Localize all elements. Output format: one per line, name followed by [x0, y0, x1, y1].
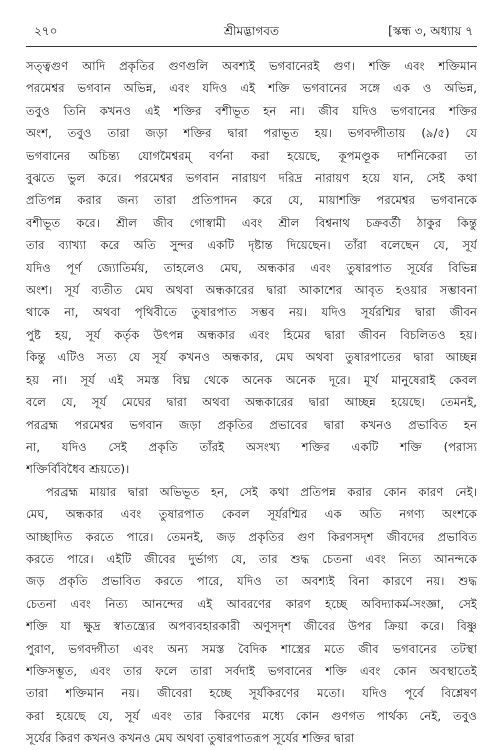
- paragraph-2: [26, 481, 477, 750]
- text-line: পুরাণ, ভগবদ্গীতা এবং অন্য সমস্ত বৈদিক শাস্ত্রের মতে জীব ভগবানের তটস্থা: [26, 641, 477, 656]
- text-line: বশীভূত করে। শ্রীল জীব গোস্বামী এবং শ্রীল বিশ্বনাথ চক্রবর্তী ঠাকুর কিন্তু: [26, 215, 477, 230]
- text-line: সূর্যের কিরণ কখনও কখনও মেঘ অথবা তুষারপাতরূপ সূর্যের শক্তির দ্বারা: [26, 731, 355, 746]
- header-divider: [26, 46, 477, 47]
- text-line: পরব্রহ্ম মায়ার দ্বারা অভিভূত হন, সেই কথা প্রতিপন্ন করার কোন কারণ নেই।: [46, 484, 477, 499]
- text-line: বলে যে, সূর্য মেঘের দ্বারা অথবা অন্ধকারের দ্বারা আচ্ছন্ন হয়েছে। তেমনই,: [26, 395, 477, 410]
- text-line: বুঝতে ভুল করে। পরমেশ্বর ভগবান নারায়ণ দরিদ্র নারায়ণ হয়ে যান, সেই কথা: [26, 171, 477, 186]
- text-line: শক্তির্বিবিধৈব শ্রূয়তে)।: [26, 462, 130, 477]
- text-line: হয় না। সূর্য এই সমস্ত বিঘ্ন থেকে অনেক অনেক দূরে। মূর্খ মানুষেরাই কেবল: [26, 372, 477, 387]
- text-line: থাকে না, অথবা পৃথিবীতে তুষারপাত সম্ভব নয়। যদিও সূর্যরশ্মির দ্বারা জীবন: [26, 305, 477, 320]
- page-number: ২৭০: [34, 24, 58, 38]
- text-line: পুষ্ট হয়, সূর্য কর্তৃক উৎপন্ন অন্ধকার এবং হিমের দ্বারা জীবন বিচলিতও হয়।: [26, 327, 477, 342]
- running-title: শ্রীমদ্ভাগবত: [223, 24, 279, 38]
- text-line: তার ব্যাখ্যা করে অতি সুন্দর একটি দৃষ্টান্ত দিয়েছেন। তাঁরা বলেছেন যে, সূর্য: [26, 238, 477, 253]
- text-line: মেঘ, অন্ধকার এবং তুষারপাত কেবল সূর্যরশ্মির এক অতি নগণ্য অংশকে: [26, 507, 477, 522]
- text-line: অংশ। সূর্য ব্যতীত মেঘ অথবা অন্ধকারের দ্বারা আকাশের আবৃত হওয়ার সম্ভাবনা: [26, 283, 477, 298]
- text-line: না, যদিও সেই প্রকৃতি তাঁরই অসংখ্য শক্তির একটি শক্তি (পরাস্য: [26, 439, 477, 454]
- text-line: পরব্রহ্ম পরমেশ্বর ভগবান জড়া প্রকৃতির প্রভাবের দ্বারা কখনও প্রভাবিত হন: [26, 417, 477, 432]
- text-line: সত্ত্বগুণ আদি প্রকৃতির গুণগুলি অবশ্যই ভগবানেরই গুণ। শক্তি এবং শক্তিমান: [26, 59, 477, 73]
- text-line: জড় প্রকৃতি প্রভাবিত করতে পারে, যদিও তা অবশ্যই বিনা কারণে নয়। শুদ্ধ: [26, 574, 477, 589]
- text-line: শক্তিসম্ভূত, এবং তার ফলে তারা সর্বদাই ভগবানের শক্তি এবং কোন অবস্থাতেই: [26, 663, 477, 678]
- text-line: আচ্ছাদিত করতে পারে। তেমনই, জড় প্রকৃতির গুণ কিরণসদৃশ জীবদের প্রভাবিত: [26, 529, 477, 544]
- page-header: [26, 20, 477, 42]
- text-line: যদিও পূর্ণ জ্যোতির্ময়, তাহলেও মেঘ, অন্ধকার এবং তুষারপাত সূর্যের বিভিন্ন: [26, 260, 477, 275]
- text-line: প্রতিপন্ন করার জন্য তারা প্রতিপাদন করে যে, মায়াশক্তি পরমেশ্বর ভগবানকে: [26, 193, 477, 208]
- text-line: কিন্তু এটিও সত্য যে সূর্য কখনও অন্ধকার, মেঘ অথবা তুষারপাতের দ্বারা আচ্ছন্ন: [26, 350, 477, 365]
- chapter-reference: [স্কন্ধ ৩, অধ্যায় ৭: [388, 24, 473, 38]
- text-line: করতে পারে। এইটি জীবের দুর্ভাগ্য যে, তার শুদ্ধ চেতনা এবং নিত্য আনন্দকে: [26, 551, 477, 566]
- paragraph-1: [26, 55, 477, 481]
- text-line: করা হয়েছে যে, সূর্য এবং তার কিরণের মধ্যে কোন গুণগত পার্থক্য নেই, তবুও: [26, 708, 477, 723]
- text-line: পরমেশ্বর ভগবান অভিন্ন, এবং যদিও এই শক্তি ভগবানের সঙ্গে এক ও অভিন্ন,: [26, 81, 477, 96]
- text-line: অংশ, তবুও তারা জড়া শক্তির দ্বারা পরাভূত হয়। ভগবদ্গীতায় (৯/৫) যে: [26, 126, 477, 141]
- text-line: চেতনা এবং নিত্য আনন্দের এই আবরণের কারণ হচ্ছে অবিদ্যাকর্ম-সংজ্ঞা, সেই: [26, 596, 477, 611]
- text-line: তবুও তিনি কখনও এই শক্তির বশীভূত হন না। জীব যদিও ভগবানের শক্তির: [26, 103, 477, 118]
- text-line: শক্তি যা ক্ষুদ্র স্বাতন্ত্র্যের অপব্যবহারকারী অণুসদৃশ জীবের উপর ক্রিয়া করে। বিষ্ণু: [26, 619, 477, 634]
- text-line: তারা শক্তিমান নয়। জীবেরা হচ্ছে সূর্যকিরণের মতো। যদিও পূর্বে বিশ্লেষণ: [26, 686, 477, 701]
- text-line: ভগবানের অচিন্ত্য যোগমৈশ্বরম্ বর্ণনা করা হয়েছে, কূপমণ্ডূক দার্শনিকেরা তা: [26, 148, 477, 163]
